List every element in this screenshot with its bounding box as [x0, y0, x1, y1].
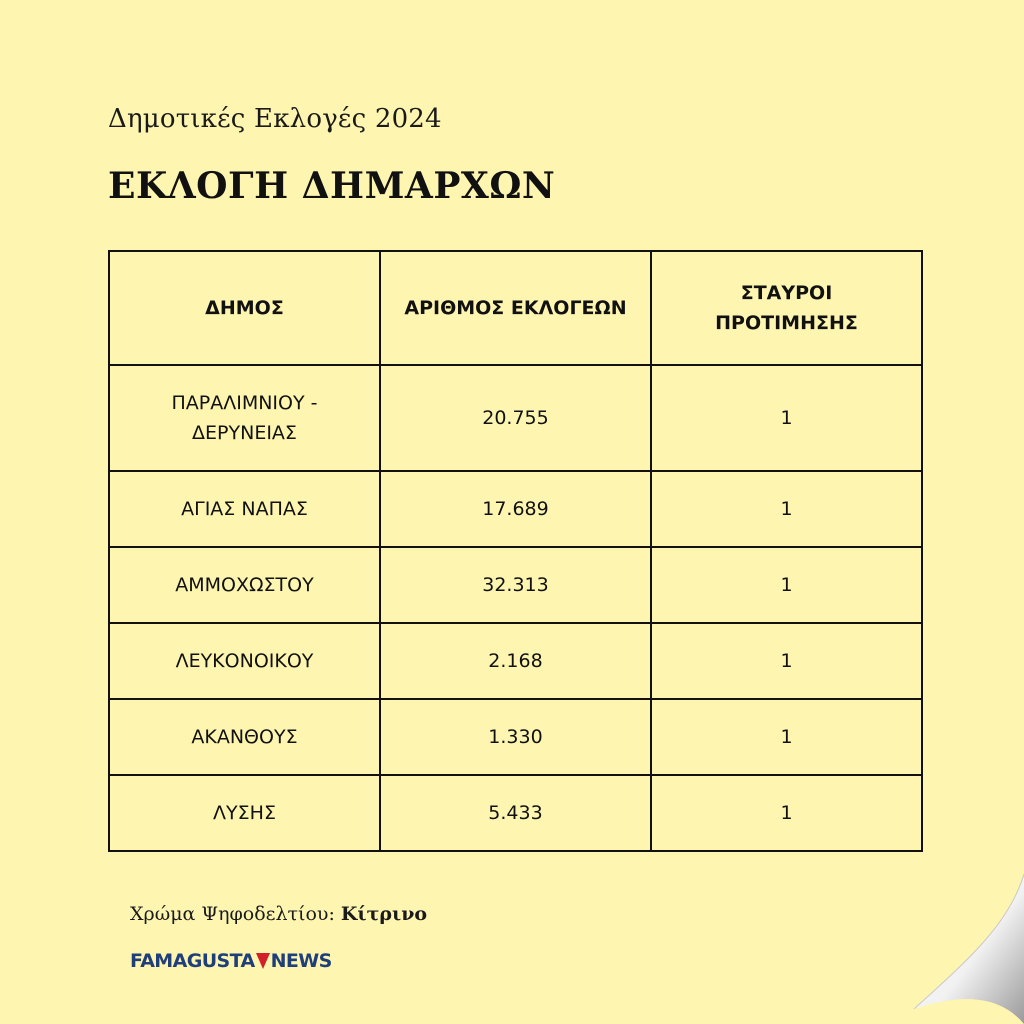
logo-text-left: FAMAGUSTA — [130, 950, 255, 972]
column-header-preference-crosses: ΣΤΑΥΡΟΙ ΠΡΟΤΙΜΗΣΗΣ — [651, 251, 922, 365]
cell-preference-crosses: 1 — [651, 471, 922, 547]
cell-municipality: ΑΜΜΟΧΩΣΤΟΥ — [109, 547, 380, 623]
table-row — [109, 547, 922, 623]
page-curl-icon — [914, 874, 1024, 1024]
cell-voters: 32.313 — [380, 547, 651, 623]
ballot-color-label: Χρώμα Ψηφοδελτίου: — [130, 903, 335, 925]
cell-preference-crosses: 1 — [651, 699, 922, 775]
cell-municipality: ΛΥΣΗΣ — [109, 775, 380, 851]
ballot-color-value: Κίτρινο — [340, 903, 428, 925]
logo-triangle-icon — [256, 953, 270, 969]
cell-voters: 17.689 — [380, 471, 651, 547]
cell-voters: 20.755 — [380, 365, 651, 471]
page-subtitle: Δημοτικές Εκλογές 2024 — [108, 104, 442, 134]
page-title: ΕΚΛΟΓΗ ΔΗΜΑΡΧΩΝ — [108, 165, 556, 207]
table-header-row — [109, 251, 922, 365]
cell-municipality: ΑΓΙΑΣ ΝΑΠΑΣ — [109, 471, 380, 547]
cell-municipality: ΛΕΥΚΟΝΟΙΚΟΥ — [109, 623, 380, 699]
mayoral-election-table — [108, 250, 923, 852]
column-header-voters: ΑΡΙΘΜΟΣ ΕΚΛΟΓΕΩΝ — [380, 251, 651, 365]
table-row — [109, 365, 922, 471]
table-row — [109, 775, 922, 851]
column-header-municipality: ΔΗΜΟΣ — [109, 251, 380, 365]
cell-preference-crosses: 1 — [651, 547, 922, 623]
cell-preference-crosses: 1 — [651, 775, 922, 851]
table-row — [109, 471, 922, 547]
logo-text-right: NEWS — [270, 950, 332, 972]
cell-voters: 1.330 — [380, 699, 651, 775]
cell-voters: 5.433 — [380, 775, 651, 851]
cell-preference-crosses: 1 — [651, 623, 922, 699]
table-row — [109, 623, 922, 699]
ballot-color-note — [130, 903, 427, 925]
table-row — [109, 699, 922, 775]
cell-preference-crosses: 1 — [651, 365, 922, 471]
cell-municipality: ΠΑΡΑΛΙΜΝΙΟΥ - ΔΕΡΥΝΕΙΑΣ — [109, 365, 380, 471]
cell-voters: 2.168 — [380, 623, 651, 699]
cell-municipality: ΑΚΑΝΘΟΥΣ — [109, 699, 380, 775]
famagusta-news-logo — [130, 950, 332, 972]
